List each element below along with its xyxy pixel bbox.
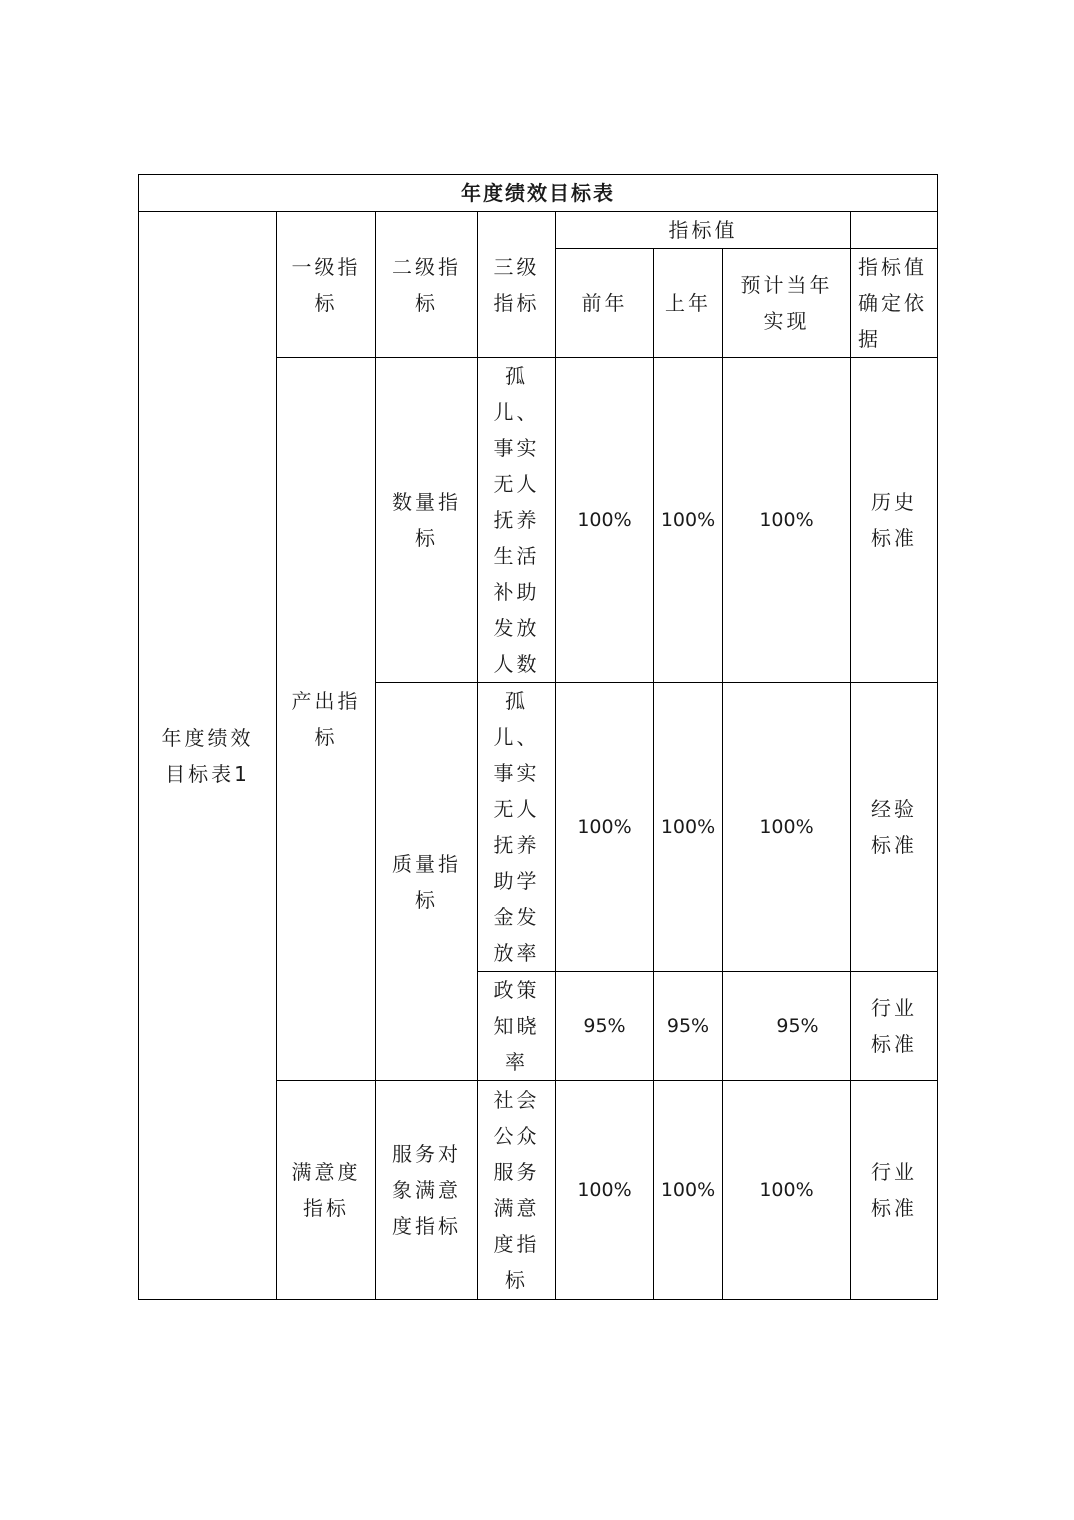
header-level1 [277,212,376,358]
row2-prev: 100% [556,683,654,972]
group-quality-text: 质量指标 [392,851,461,912]
row3-level3 [478,972,556,1081]
row2-expected: 100% [723,683,851,972]
row3-prev: 95% [556,972,654,1081]
row3-basis [851,972,938,1081]
row2-level3-text: 孤儿、事实无人抚养助学金发放率 [493,689,540,965]
row1-level3 [478,358,556,683]
row1-prev: 100% [556,358,654,683]
group-output-text: 产出指标 [291,689,361,749]
row4-expected: 100% [723,1081,851,1300]
row2-last: 100% [654,683,723,972]
row2-basis [851,683,938,972]
row-label: 年度绩效目标表1 [161,725,254,786]
header-expected [723,249,851,358]
group-service-text: 服务对象满意度指标 [392,1142,461,1238]
row2-basis-text: 经验标准 [871,797,917,857]
header-blank-cell [851,212,938,249]
row2-level3 [478,683,556,972]
header-level1-text: 一级指标 [291,254,361,315]
row-label-cell [139,212,277,1300]
row4-basis [851,1081,938,1300]
group-quantity [376,358,478,683]
table-title: 年度绩效目标表 [139,175,938,212]
performance-target-table [138,174,938,1300]
group-quantity-text: 数量指标 [392,490,461,550]
row1-expected: 100% [723,358,851,683]
row4-basis-text: 行业标准 [871,1160,917,1220]
row3-expected: 95% [723,972,851,1081]
header-basis-text: 指标值确定依据 [858,255,927,351]
header-level3-text: 三级指标 [493,254,540,315]
row1-last: 100% [654,358,723,683]
header-level3 [478,212,556,358]
row3-last: 95% [654,972,723,1081]
group-satisfaction-text: 满意度指标 [291,1160,361,1220]
group-output [277,358,376,1081]
row1-level3-text: 孤儿、事实无人抚养生活补助发放人数 [493,364,540,676]
row1-basis [851,358,938,683]
header-expected-text: 预计当年实现 [740,273,833,333]
row4-prev: 100% [556,1081,654,1300]
header-indicator-value: 指标值 [556,212,851,249]
group-quality [376,683,478,1081]
header-level2-text: 二级指标 [392,254,461,315]
header-basis [851,249,938,358]
group-service [376,1081,478,1300]
row4-level3-text: 社会公众服务满意度指标 [493,1088,540,1292]
header-prev-year: 前年 [556,249,654,358]
row3-level3-text: 政策知晓率 [493,978,540,1074]
header-last-year: 上年 [654,249,723,358]
header-level2 [376,212,478,358]
row3-basis-text: 行业标准 [871,996,917,1056]
row1-basis-text: 历史标准 [871,490,917,550]
group-satisfaction [277,1081,376,1300]
row4-last: 100% [654,1081,723,1300]
row4-level3 [478,1081,556,1300]
